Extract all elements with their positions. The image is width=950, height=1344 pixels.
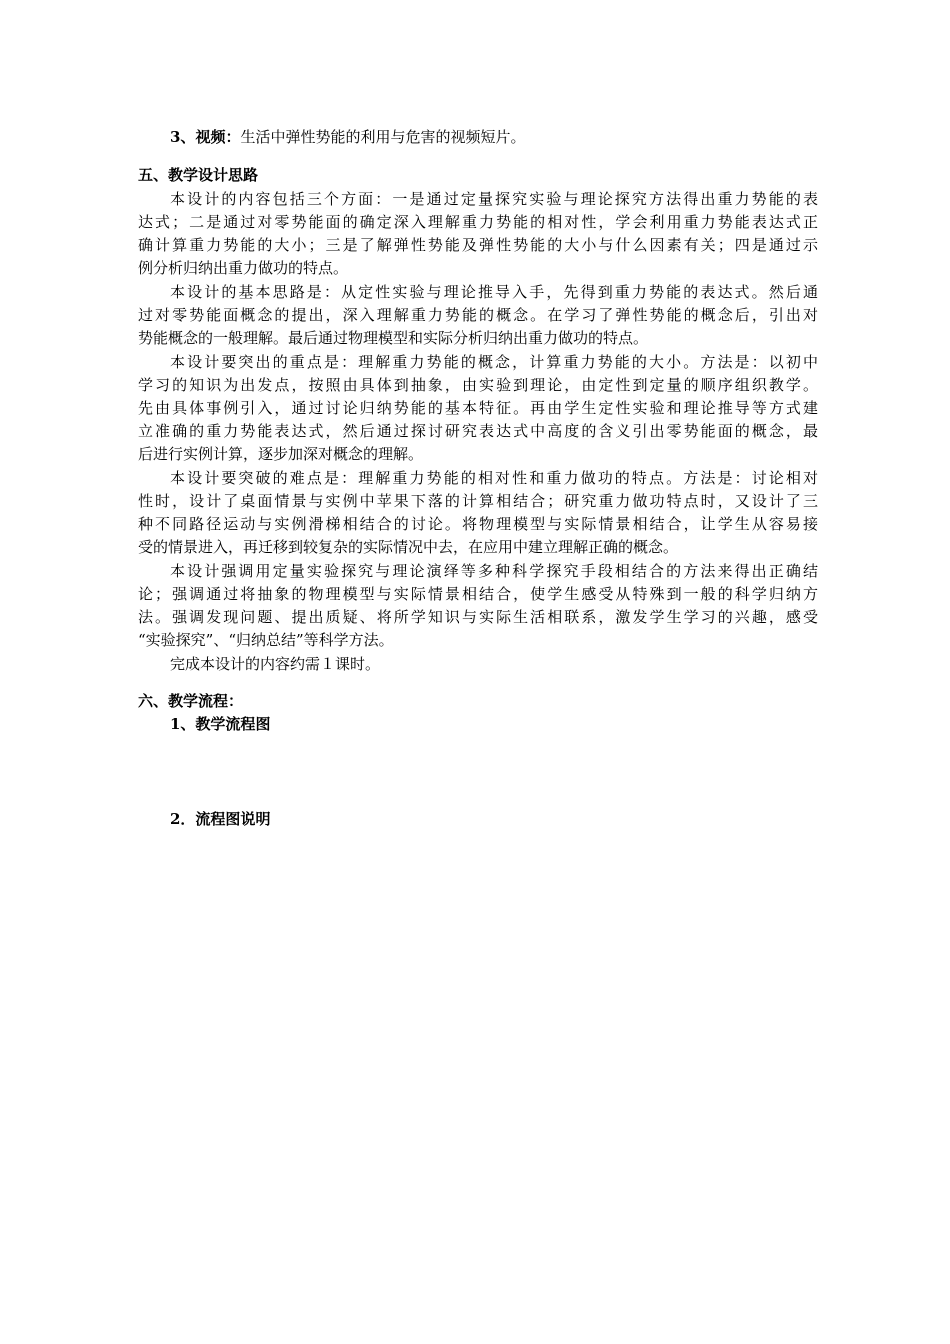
paragraph-line: 本设计的内容包括三个方面：一是通过定量探究实验与理论探究方法得出重力势能的表 bbox=[170, 190, 818, 208]
paragraph-line: 完成本设计的内容约需１课时。 bbox=[170, 655, 381, 673]
section-heading-5: 五、教学设计思路 bbox=[138, 166, 259, 184]
paragraph-line: 确计算重力势能的大小；三是了解弹性势能及弹性势能的大小与什么因素有关；四是通过示 bbox=[138, 236, 818, 254]
paragraph-line: 例分析归纳出重力做功的特点。 bbox=[138, 259, 349, 277]
section-heading-6: 六、教学流程： bbox=[138, 692, 244, 710]
item-label: 视频： bbox=[195, 128, 241, 146]
paragraph-line: 本设计要突出的重点是：理解重力势能的概念，计算重力势能的大小。方法是：以初中 bbox=[170, 353, 818, 371]
paragraph-line: 法。强调发现问题、提出质疑、将所学知识与实际生活相联系，激发学生学习的兴趣，感受 bbox=[138, 608, 818, 626]
paragraph-line: 论；强调通过将抽象的物理模型与实际情景相结合，使学生感受从特殊到一般的科学归纳方 bbox=[138, 585, 818, 603]
subheading-flowchart-notes: 2．流程图说明 bbox=[170, 810, 271, 828]
paragraph-line: 先由具体事例引入，通过讨论归纳势能的基本特征。再由学生定性实验和理论推导等方式建 bbox=[138, 399, 818, 417]
paragraph-line: 性时，设计了桌面情景与实例中苹果下落的计算相结合；研究重力做功特点时，又设计了三 bbox=[138, 492, 818, 510]
paragraph-line: 势能概念的一般理解。最后通过物理模型和实际分析归纳出重力做功的特点。 bbox=[138, 329, 649, 347]
paragraph-line: 过对零势能面概念的提出，深入理解重力势能的概念。在学习了弹性势能的概念后，引出对 bbox=[138, 306, 818, 324]
paragraph-line: 学习的知识为出发点，按照由具体到抽象，由实验到理论，由定性到定量的顺序组织教学。 bbox=[138, 376, 818, 394]
paragraph-line: 后进行实例计算，逐步加深对概念的理解。 bbox=[138, 445, 424, 463]
list-item-3 bbox=[170, 126, 818, 148]
paragraph-line: 受的情景进入，再迁移到较复杂的实际情况中去，在应用中建立理解正确的概念。 bbox=[138, 538, 679, 556]
paragraph-line: 本设计的基本思路是：从定性实验与理论推导入手，先得到重力势能的表达式。然后通 bbox=[170, 283, 818, 301]
paragraph-line: 立准确的重力势能表达式，然后通过探讨研究表达式中高度的含义引出零势能面的概念，最 bbox=[138, 422, 818, 440]
subheading-flowchart: 1、教学流程图 bbox=[170, 715, 271, 733]
item-number: 3、 bbox=[170, 128, 196, 146]
paragraph-line: “实验探究”、“归纳总结”等科学方法。 bbox=[138, 631, 394, 649]
paragraph-line: 本设计强调用定量实验探究与理论演绎等多种科学探究手段相结合的方法来得出正确结 bbox=[170, 562, 818, 580]
paragraph-line: 本设计要突破的难点是：理解重力势能的相对性和重力做功的特点。方法是：讨论相对 bbox=[170, 469, 818, 487]
paragraph-line: 达式；二是通过对零势能面的确定深入理解重力势能的相对性，学会利用重力势能表达式正 bbox=[138, 213, 818, 231]
paragraph-line: 种不同路径运动与实例滑梯相结合的讨论。将物理模型与实际情景相结合，让学生从容易接 bbox=[138, 515, 818, 533]
item-text: 生活中弹性势能的利用与危害的视频短片。 bbox=[240, 128, 526, 146]
